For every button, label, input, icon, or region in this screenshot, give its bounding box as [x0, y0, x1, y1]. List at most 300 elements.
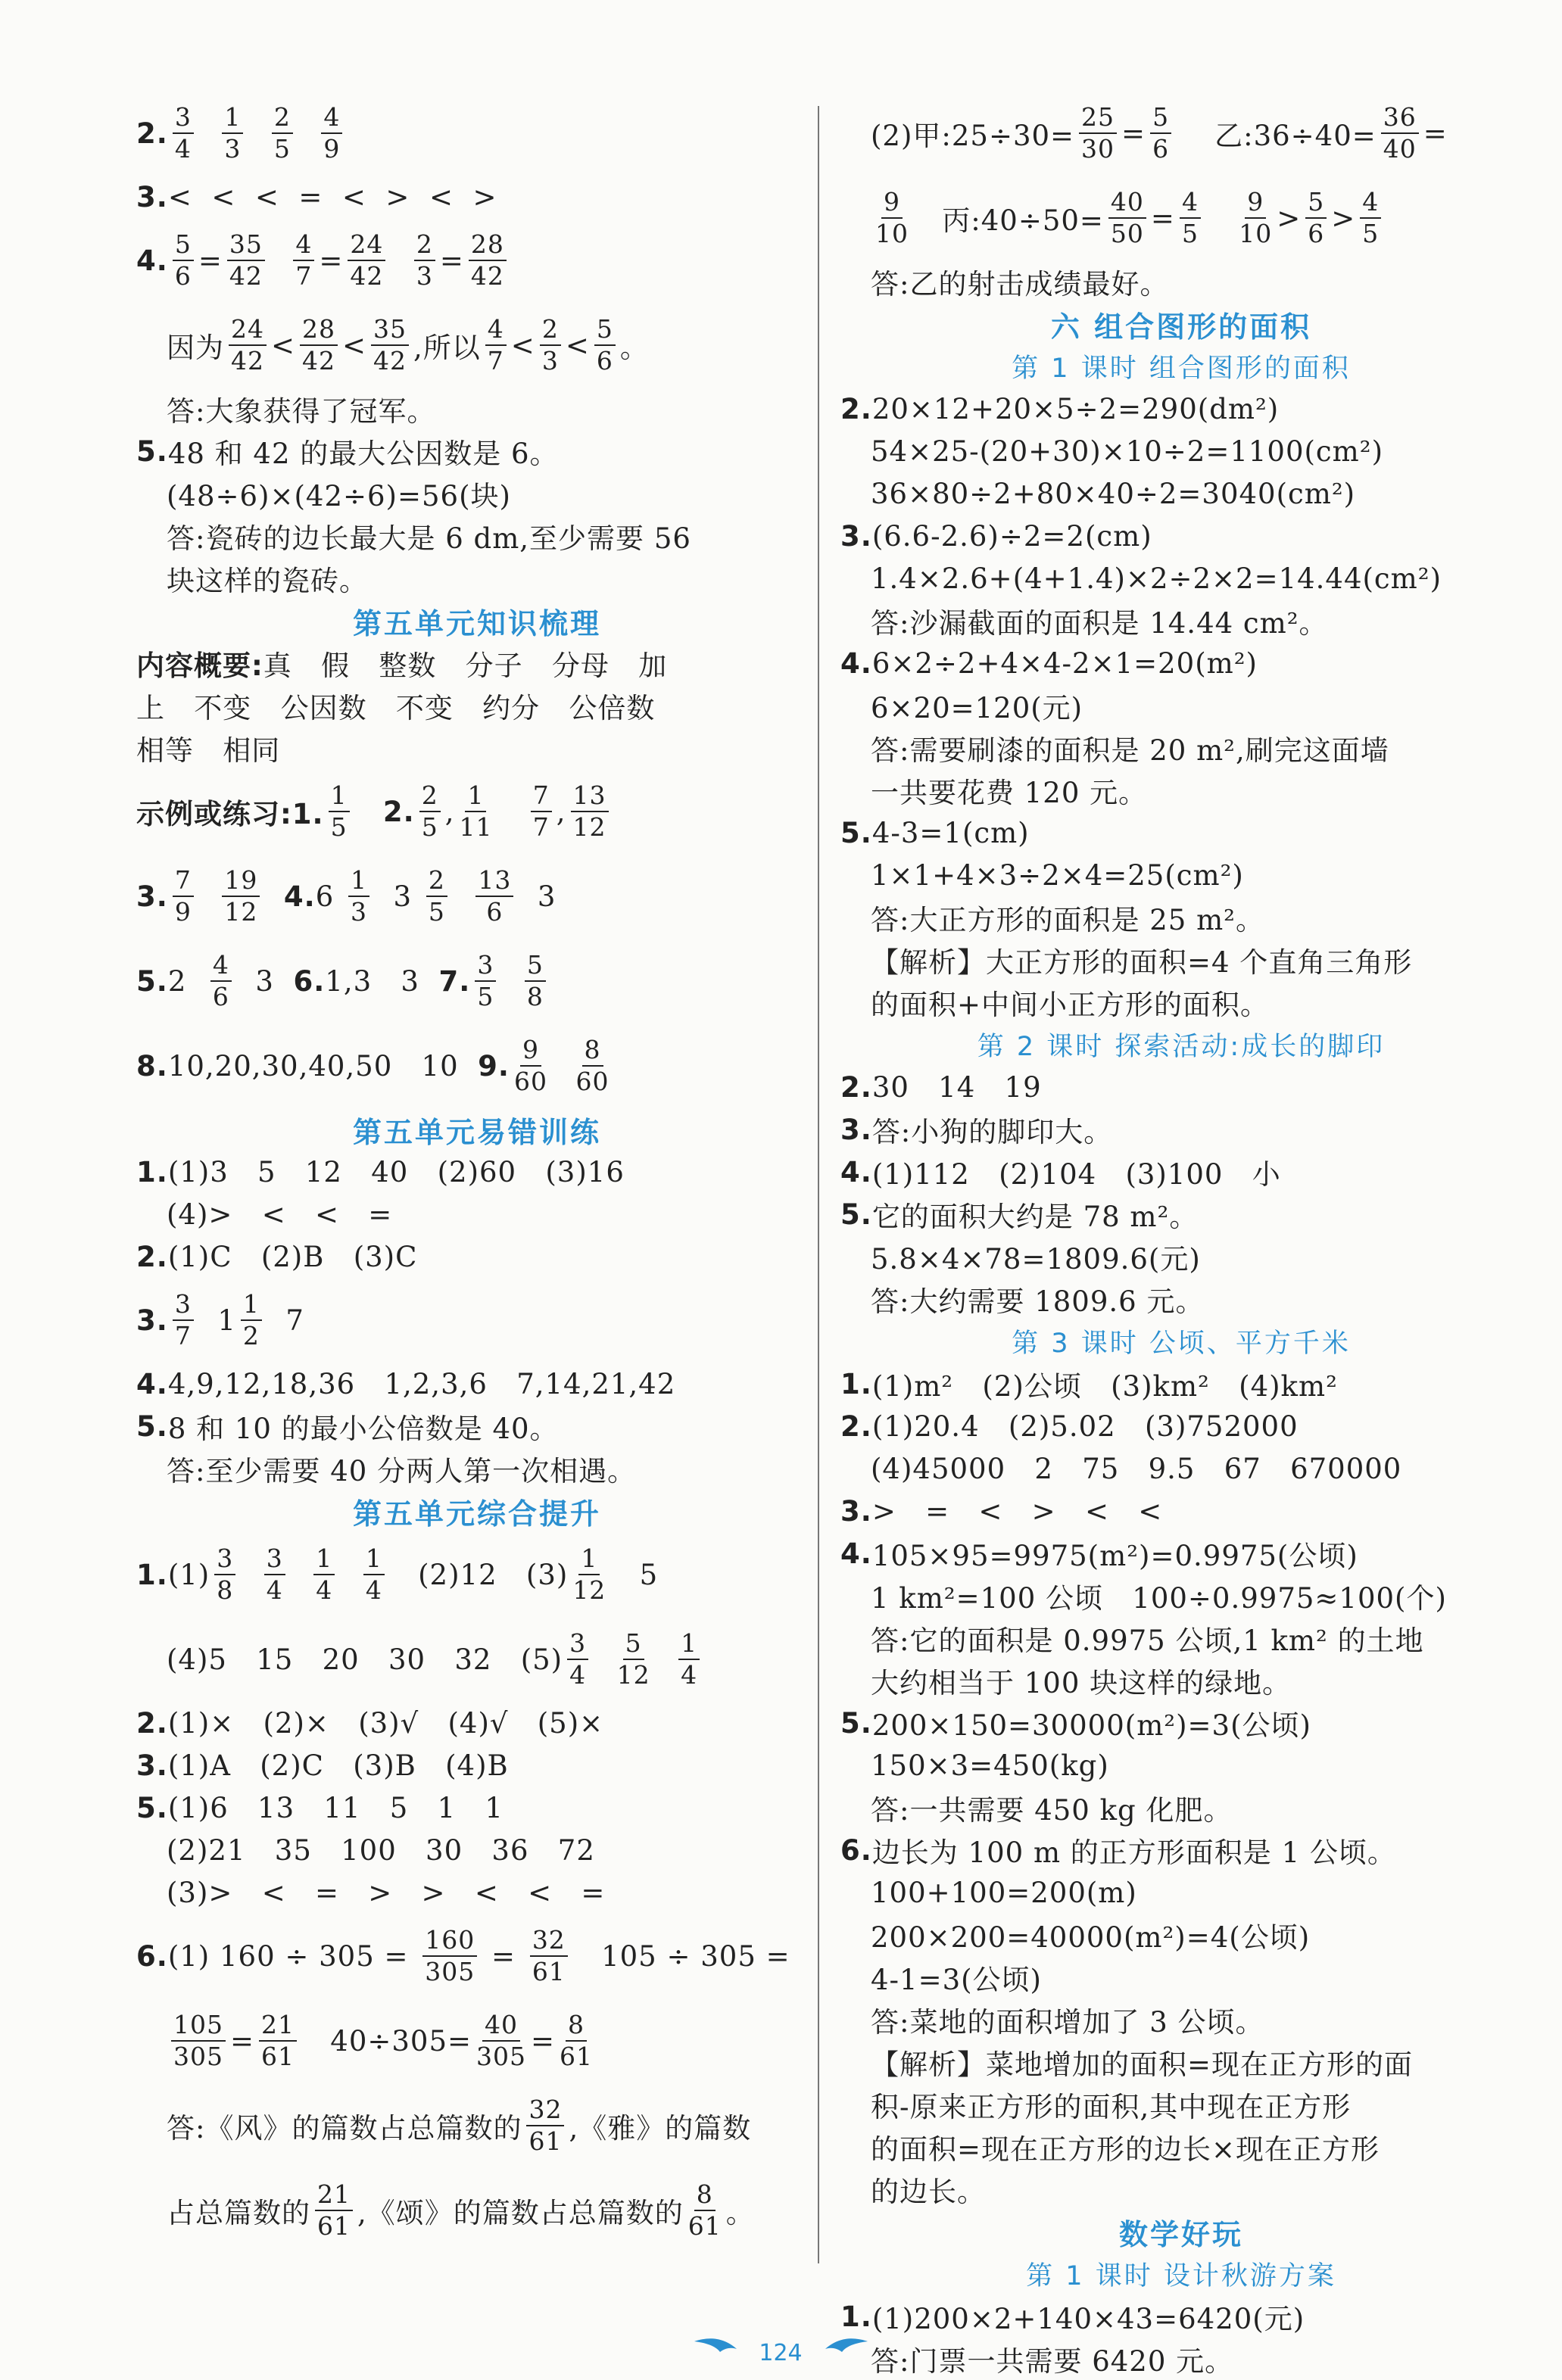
fraction-denominator: 42 [231, 346, 264, 375]
answer-line [136, 2083, 818, 2168]
fraction-numerator: 28 [469, 229, 507, 261]
fraction [531, 780, 552, 843]
fraction-numerator: 9 [1245, 187, 1266, 219]
fraction [321, 102, 342, 164]
answer-text: = [1121, 117, 1146, 150]
answer-line [136, 557, 818, 600]
answer-line [840, 939, 1522, 981]
answer-text: (48÷6)×(42÷6)=56(块) [167, 480, 511, 512]
answer-text [452, 880, 472, 913]
fraction-numerator: 36 [1381, 102, 1419, 134]
fraction-numerator: 24 [348, 229, 385, 261]
answer-text [552, 1050, 572, 1083]
answer-line [840, 1532, 1522, 1575]
answer-line [840, 1490, 1522, 1532]
fraction [173, 1289, 194, 1351]
fraction-numerator: 19 [222, 865, 260, 897]
fraction-numerator: 5 [1305, 187, 1327, 219]
answer-line [840, 812, 1522, 854]
fraction-denominator: 3 [351, 897, 367, 927]
answer-text: 答:需要刷漆的面积是 20 m²,刷完这面墙 [871, 734, 1389, 767]
fraction-denominator: 7 [532, 812, 550, 842]
answer-text: 答:至少需要 40 分两人第一次相遇。 [167, 1455, 637, 1488]
fraction-denominator: 3 [541, 346, 559, 375]
answer-text: (1)20.4 (2)5.02 (3)752000 [871, 1410, 1299, 1443]
answer-text: 答:菜地的面积增加了 3 公顷。 [871, 2006, 1264, 2039]
fraction-denominator: 10 [875, 219, 909, 248]
answer-text: 36×80÷2+80×40÷2=3040(cm²) [871, 477, 1356, 510]
answer-line [840, 1829, 1522, 1871]
answer-text: 200×150=30000(m²)=3(公顷) [871, 1709, 1311, 1742]
answer-text: 1.4×2.6+(4+1.4)×2÷2×2=14.44(cm²) [871, 562, 1442, 595]
fraction-denominator: 5 [330, 812, 348, 842]
answer-text: = [482, 1939, 525, 1973]
answer-line [840, 1066, 1522, 1108]
fraction-numerator: 105 [171, 2010, 226, 2042]
fraction-numerator: 5 [173, 229, 194, 261]
fraction-numerator: 2 [540, 314, 561, 346]
fraction [313, 1544, 335, 1606]
answer-text: (2)21 35 100 30 36 72 [167, 1833, 595, 1867]
answer-line [136, 218, 818, 303]
question-number: 2. [840, 1410, 872, 1443]
fraction-denominator: 12 [616, 1660, 650, 1690]
answer-line [840, 557, 1522, 600]
fraction-denominator: 4 [316, 1575, 333, 1605]
answer-text: 答:沙漏截面的面积是 14.44 cm²。 [871, 607, 1328, 640]
fraction-numerator: 4 [485, 314, 507, 346]
answer-text: = [230, 2024, 255, 2058]
fraction-numerator: 3 [173, 102, 194, 134]
fraction [567, 1628, 588, 1690]
fraction [571, 780, 609, 843]
fraction [371, 314, 409, 376]
fraction-numerator: 3 [264, 1544, 285, 1575]
fraction-denominator: 5 [1181, 219, 1199, 248]
answer-text: 答:小狗的脚印大。 [871, 1116, 1113, 1148]
answer-text [298, 117, 317, 150]
answer-text: < [342, 329, 367, 362]
answer-text: = [319, 244, 344, 277]
question-number: 3. [840, 1113, 872, 1146]
answer-line [136, 2168, 818, 2253]
fraction-numerator: 21 [259, 2010, 297, 2042]
right-column [840, 91, 1522, 2380]
answer-line [136, 1998, 818, 2083]
question-number: 3. [136, 180, 168, 213]
answer-line [840, 1871, 1522, 1914]
question-number: 9. [478, 1049, 510, 1083]
answer-text: 54×25-(20+30)×10÷2=1100(cm²) [871, 435, 1383, 468]
answer-line [136, 388, 818, 430]
answer-text [198, 880, 218, 913]
answer-line [840, 2126, 1522, 2168]
question-number: 5. [136, 435, 168, 468]
answer-text: 48 和 42 的最大公因数是 6。 [167, 438, 559, 470]
fraction [572, 1544, 606, 1606]
fraction-denominator: 61 [687, 2211, 722, 2241]
fraction-numerator: 32 [526, 2095, 564, 2126]
wing-ornament-right-icon [824, 2335, 869, 2358]
fraction [1180, 187, 1201, 249]
answer-text: 6 [315, 880, 344, 913]
fraction-numerator: 9 [520, 1035, 541, 1067]
fraction-numerator: 5 [525, 950, 546, 982]
fraction-denominator: 11 [459, 812, 493, 842]
fraction [214, 1544, 235, 1606]
fraction [329, 780, 350, 843]
answer-text: 答:大正方形的面积是 25 m²。 [871, 904, 1264, 936]
answer-line [840, 176, 1522, 260]
answer-text: 5 [610, 1558, 659, 1591]
answer-line [840, 2083, 1522, 2126]
lesson-heading: 第 3 课时 公顷、平方千米 [1012, 1329, 1351, 1359]
fraction [475, 950, 496, 1012]
fraction-numerator: 35 [371, 314, 409, 346]
answer-text: = [198, 244, 223, 277]
fraction [300, 314, 338, 376]
answer-line [840, 1617, 1522, 1659]
answer-text: > = < > < < [871, 1494, 1163, 1528]
answer-line [136, 1744, 818, 1787]
answer-text: 答:大约需要 1809.6 元。 [871, 1285, 1205, 1318]
question-number: 8. [136, 1049, 168, 1083]
answer-text: 答:一共需要 450 kg 化肥。 [871, 1794, 1233, 1827]
answer-line [840, 1659, 1522, 1702]
question-number: 示例或练习:1. [136, 798, 324, 830]
fraction [526, 2095, 564, 2157]
question-number: 6. [136, 1939, 168, 1973]
answer-text: (1)A (2)C (3)B (4)B [167, 1749, 509, 1782]
question-number: 4. [840, 1155, 872, 1188]
fraction-numerator: 1 [348, 865, 369, 897]
fraction-numerator: 5 [1150, 102, 1171, 134]
answer-line [136, 1235, 818, 1278]
answer-text: 3 [518, 880, 557, 913]
fraction-denominator: 61 [532, 1957, 566, 1986]
question-number: 1. [840, 1367, 872, 1400]
fraction [1079, 102, 1117, 164]
fraction-denominator: 4 [569, 1660, 587, 1690]
fraction-denominator: 7 [295, 261, 313, 291]
answer-line [840, 2041, 1522, 2083]
answer-line [136, 515, 818, 557]
lesson-heading: 第 2 课时 探索活动:成长的脚印 [977, 1032, 1386, 1062]
answer-text: ,《颂》的篇数占总篇数的 [357, 2197, 684, 2229]
fraction-denominator: 6 [596, 346, 613, 375]
answer-line [136, 939, 818, 1023]
answer-text: (1) 160 ÷ 305 = [167, 1939, 419, 1973]
answer-text: 答:瓷砖的边长最大是 6 dm,至少需要 56 [167, 522, 691, 555]
fraction [476, 2010, 526, 2072]
answer-text: ,所以 [413, 332, 481, 364]
answer-text: 块这样的瓷砖。 [167, 565, 368, 597]
answer-text: 相等 相同 [136, 734, 281, 767]
answer-text: (3)> < = > > < < = [167, 1876, 606, 1909]
fraction-denominator: 3 [416, 261, 433, 291]
question-number: 4. [840, 646, 872, 680]
answer-line [840, 896, 1522, 939]
fraction-numerator: 1 [578, 1544, 600, 1575]
question-number: 6. [293, 964, 326, 998]
fraction [1239, 187, 1272, 249]
fraction-denominator: 60 [513, 1067, 547, 1096]
question-number: 2. [136, 1240, 168, 1273]
answer-text: 的面积=现在正方形的边长×现在正方形 [871, 2133, 1380, 2166]
answer-text [198, 117, 218, 150]
column-divider [818, 106, 819, 2263]
fraction-numerator: 1 [363, 1544, 385, 1575]
question-number: 2. [136, 1706, 168, 1740]
answer-text: 答:它的面积是 0.9975 公顷,1 km² 的土地 [871, 1625, 1424, 1657]
fraction [173, 229, 194, 291]
answer-text: 1 km²=100 公顷 100÷0.9975≈100(个) [871, 1582, 1447, 1615]
fraction [422, 1925, 477, 1987]
answer-line [840, 981, 1522, 1023]
answer-line [840, 388, 1522, 430]
answer-text: 答:《风》的篇数占总篇数的 [167, 2112, 522, 2145]
answer-text: = [439, 244, 464, 277]
fraction-numerator: 4 [293, 229, 314, 261]
fraction-denominator: 7 [174, 1321, 192, 1350]
answer-line [840, 1363, 1522, 1405]
answer-text: < [510, 329, 535, 362]
fraction-denominator: 4 [365, 1575, 382, 1605]
fraction-numerator: 2 [426, 865, 447, 897]
answer-text: 1 [198, 1304, 236, 1337]
fraction [540, 314, 561, 376]
fraction-denominator: 3 [224, 134, 242, 164]
fraction [875, 187, 909, 249]
fraction [222, 102, 243, 164]
question-number: 2. [382, 795, 415, 828]
fraction-denominator: 4 [266, 1575, 283, 1605]
question-number: 4. [136, 1367, 168, 1400]
question-number: 1. [136, 1558, 168, 1591]
fraction-numerator: 1 [313, 1544, 335, 1575]
answer-line [840, 1108, 1522, 1151]
fraction-numerator: 4 [210, 950, 232, 982]
answer-text: 200×200=40000(m²)=4(公顷) [871, 1921, 1311, 1954]
answer-line [136, 1532, 818, 1617]
fraction-denominator: 61 [261, 2042, 295, 2071]
answer-text: < [271, 329, 296, 362]
answer-text: 1,3 3 [325, 964, 439, 998]
answer-text: 真 假 整数 分子 分母 加 [263, 650, 668, 682]
question-number: 2. [840, 1070, 872, 1104]
answer-line [840, 430, 1522, 472]
fraction [315, 2179, 353, 2241]
answer-line [840, 1193, 1522, 1235]
fraction [173, 865, 194, 927]
answer-text: (2)12 (3) [388, 1558, 569, 1591]
fraction [259, 2010, 297, 2072]
answer-text: 5.8×4×78=1809.6(元) [871, 1243, 1201, 1276]
fraction [459, 780, 492, 843]
answer-text: 4-3=1(cm) [871, 816, 1030, 849]
fraction-numerator: 1 [329, 780, 350, 812]
fraction-numerator: 7 [173, 865, 194, 897]
fraction [264, 1544, 285, 1606]
fraction-denominator: 8 [217, 1575, 234, 1605]
fraction-denominator: 12 [572, 1575, 606, 1605]
question-number: 2. [136, 117, 168, 150]
answer-text: = [1150, 201, 1175, 235]
fraction-denominator: 7 [487, 346, 504, 375]
answer-line [136, 1151, 818, 1193]
question-number: 7. [438, 964, 471, 998]
fraction-numerator: 5 [623, 1628, 644, 1660]
fraction-denominator: 61 [317, 2211, 351, 2241]
fraction [227, 229, 265, 291]
fraction-denominator: 5 [421, 812, 438, 842]
fraction-denominator: 6 [1152, 134, 1170, 164]
fraction [688, 2179, 722, 2241]
fraction [594, 314, 616, 376]
fraction [560, 2010, 593, 2072]
answer-text: 2 [167, 964, 206, 998]
page-number: 124 [759, 2339, 803, 2366]
fraction-denominator: 6 [174, 261, 192, 291]
fraction-numerator: 3 [214, 1544, 235, 1575]
fraction [210, 950, 232, 1012]
fraction-denominator: 61 [560, 2042, 594, 2071]
fraction-numerator: 35 [227, 229, 265, 261]
question-number: 6. [840, 1833, 872, 1867]
answer-text: 30 14 19 [871, 1070, 1042, 1104]
fraction-numerator: 8 [566, 2010, 587, 2042]
answer-line [136, 1023, 818, 1108]
answer-line [840, 260, 1522, 303]
fraction-denominator: 42 [373, 346, 407, 375]
answer-line [136, 1363, 818, 1405]
answer-line [840, 684, 1522, 727]
fraction [293, 229, 314, 291]
fraction-numerator: 21 [315, 2179, 353, 2211]
fraction-denominator: 4 [174, 134, 192, 164]
answer-text [240, 1559, 260, 1591]
answer-text [655, 1643, 675, 1676]
question-number: 2. [840, 392, 872, 425]
answer-line [136, 684, 818, 727]
fraction-denominator: 40 [1383, 134, 1417, 164]
answer-line [136, 303, 818, 388]
question-number: 5. [840, 816, 872, 849]
left-column [136, 91, 818, 2253]
answer-line [840, 854, 1522, 896]
answer-text: 3 [374, 880, 422, 913]
fraction-denominator: 5 [1362, 219, 1380, 248]
lesson-heading: 第 1 课时 设计秋游方案 [1026, 2261, 1336, 2291]
answer-text: 答:乙的射击成绩最好。 [871, 268, 1169, 301]
answer-text: 【解析】大正方形的面积=4 个直角三角形 [871, 946, 1413, 979]
answer-text [390, 245, 410, 277]
question-number: 3. [840, 519, 872, 553]
answer-text: , [556, 795, 566, 828]
fraction-denominator: 12 [224, 897, 258, 927]
answer-line [840, 1447, 1522, 1490]
question-number: 4. [840, 1537, 872, 1570]
answer-text: 上 不变 公因数 不变 约分 公倍数 [136, 692, 656, 724]
answer-line [136, 1447, 818, 1490]
fraction-numerator: 25 [1079, 102, 1117, 134]
fraction-denominator: 60 [575, 1067, 610, 1096]
fraction-denominator: 5 [273, 134, 291, 164]
answer-text: (1)× (2)× (3)√ (4)√ (5)× [167, 1706, 604, 1740]
fraction-numerator: 4 [1180, 187, 1201, 219]
answer-text: 8 和 10 的最小公倍数是 40。 [167, 1413, 559, 1445]
fraction [348, 865, 369, 927]
answer-line [840, 1235, 1522, 1278]
fraction-denominator: 42 [350, 261, 384, 291]
answer-text: 。 [619, 332, 649, 364]
answer-line [840, 1278, 1522, 1320]
fraction-numerator: 3 [173, 1289, 194, 1321]
answer-text [500, 965, 520, 998]
answer-text: 1×1+4×3÷2×4=25(cm²) [871, 858, 1244, 892]
fraction [363, 1544, 385, 1606]
fraction-denominator: 305 [425, 1957, 475, 1986]
answer-line [136, 1617, 818, 1702]
fraction-denominator: 9 [174, 897, 192, 927]
fraction [475, 865, 513, 927]
fraction-denominator: 4 [681, 1660, 698, 1690]
answer-text [497, 796, 525, 828]
answer-line [840, 769, 1522, 812]
fraction-numerator: 9 [881, 187, 903, 219]
question-number: 内容概要: [136, 650, 263, 682]
question-number: 3. [136, 1749, 168, 1782]
question-number: 1. [840, 2300, 872, 2333]
fraction-denominator: 42 [229, 261, 263, 291]
fraction-numerator: 1 [241, 1289, 262, 1321]
answer-line [136, 1405, 818, 1447]
answer-line [840, 1956, 1522, 1998]
answer-line [840, 2295, 1522, 2338]
fraction [171, 2010, 226, 2072]
answer-text: 20×12+20×5÷2=290(dm²) [871, 392, 1280, 425]
fraction-denominator: 30 [1081, 134, 1115, 164]
fraction-denominator: 2 [242, 1321, 260, 1350]
answer-text: 10,20,30,40,50 10 [167, 1049, 479, 1083]
answer-text: 3 [235, 964, 294, 998]
fraction [1305, 187, 1327, 249]
fraction-numerator: 13 [475, 865, 513, 897]
fraction [530, 1925, 568, 1987]
answer-line [136, 727, 818, 769]
fraction-denominator: 9 [323, 134, 341, 164]
fraction-numerator: 2 [419, 780, 441, 812]
fraction-numerator: 40 [1108, 187, 1146, 219]
fraction-numerator: 4 [1360, 187, 1381, 219]
answer-text: ,《雅》的篇数 [569, 2112, 752, 2145]
answer-text: 6×2÷2+4×4-2×1=20(m²) [871, 646, 1258, 680]
answer-text [1205, 202, 1234, 235]
answer-line [840, 1744, 1522, 1787]
fraction [348, 229, 385, 291]
fraction-numerator: 28 [300, 314, 338, 346]
fraction [469, 229, 507, 291]
fraction-numerator: 3 [475, 950, 496, 982]
answer-text: , [444, 795, 455, 828]
answer-text: 因为 [167, 332, 224, 364]
answer-line [840, 642, 1522, 684]
section-heading: 第五单元知识梳理 [352, 606, 601, 640]
answer-text: 150×3=450(kg) [871, 1749, 1109, 1782]
answer-text: 100+100=200(m) [871, 1876, 1137, 1909]
answer-text: (1)m² (2)公顷 (3)km² (4)km² [871, 1370, 1338, 1403]
fraction [414, 229, 435, 291]
